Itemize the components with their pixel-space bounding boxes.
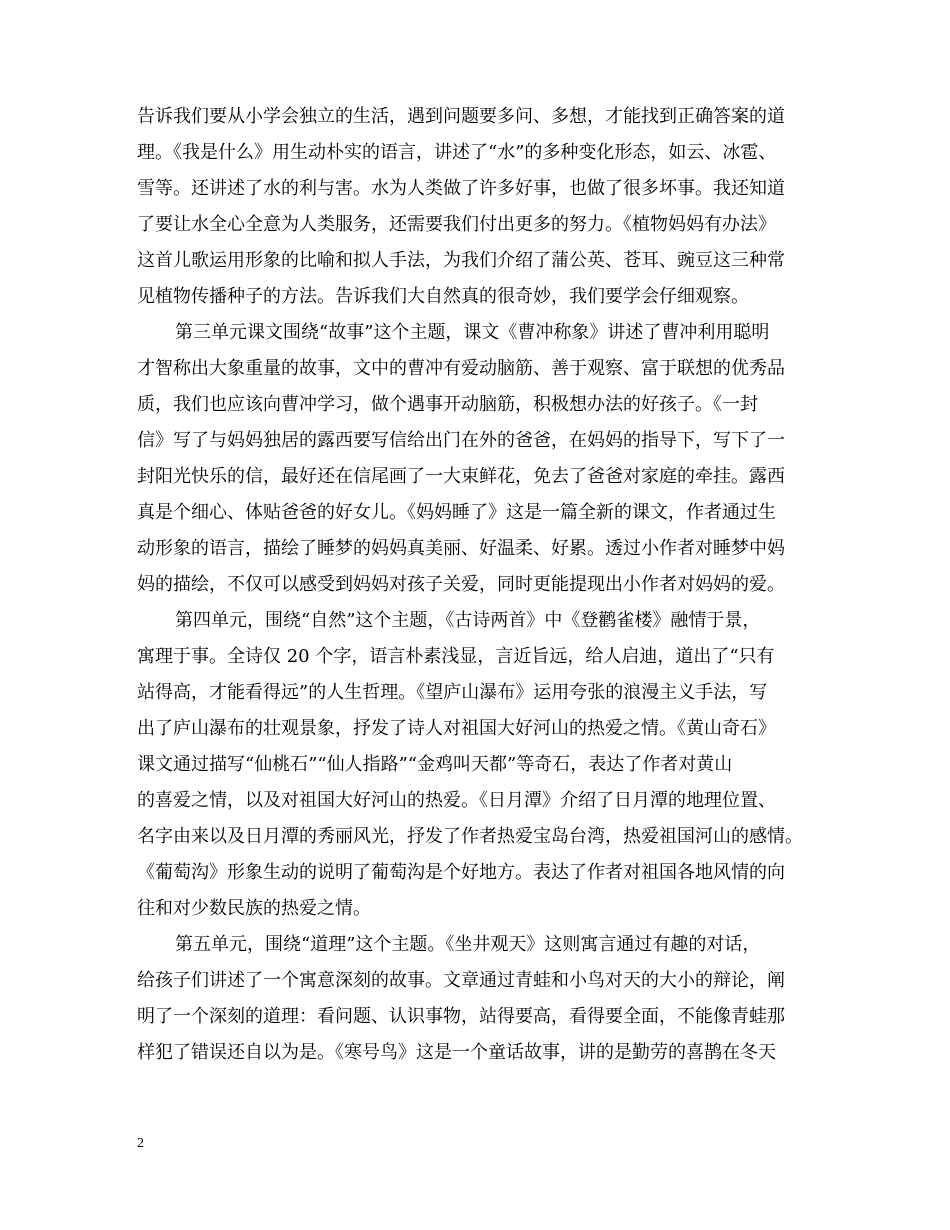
text-line: 第四单元，围绕“自然”这个主题，《古诗两首》中《登鹳雀楼》融情于景，: [175, 610, 761, 631]
text-line: 封阳光快乐的信，最好还在信尾画了一大束鲜花，免去了爸爸对家庭的牵挂。露西: [137, 466, 785, 487]
text-line: 理。《我是什么》用生动朴实的语言，讲述了“水”的多种变化形态，如云、冰雹、: [137, 142, 777, 163]
page-number: 2: [137, 1136, 144, 1151]
text-line: 了要让水全心全意为人类服务，还需要我们付出更多的努力。《植物妈妈有办法》: [137, 214, 776, 235]
text-line: 明了一个深刻的道理：看问题、认识事物，站得要高，看得要全面，不能像青蛙那: [137, 1006, 785, 1027]
text-line: 动形象的语言，描绘了睡梦的妈妈真美丽、好温柔、好累。透过小作者对睡梦中妈: [137, 538, 785, 559]
text-line: 《葡萄沟》形象生动的说明了葡萄沟是个好地方。表达了作者对祖国各地风情的向: [137, 862, 785, 883]
text-line: 第五单元，围绕“道理”这个主题。《坐井观天》这则寓言通过有趣的对话，: [175, 934, 761, 955]
text-line: 第三单元课文围绕“故事”这个主题，课文《曹冲称象》讲述了曹冲利用聪明: [175, 322, 770, 343]
text-line: 寓理于事。全诗仅 20 个字，语言朴素浅显，言近旨远，给人启迪，道出了“只有: [137, 646, 775, 667]
text-line: 课文通过描写“仙桃石”“仙人指路”“金鸡叫天都”等奇石，表达了作者对黄山: [137, 754, 733, 775]
text-line: 出了庐山瀑布的壮观景象，抒发了诗人对祖国大好河山的热爱之情。《黄山奇石》: [137, 718, 776, 739]
text-line: 才智称出大象重量的故事，文中的曹冲有爱动脑筋、善于观察、富于联想的优秀品: [137, 358, 785, 379]
text-line: 的喜爱之情，以及对祖国大好河山的热爱。《日月潭》介绍了日月潭的地理位置、: [137, 790, 776, 811]
text-line: 站得高，才能看得远”的人生哲理。《望庐山瀑布》运用夸张的浪漫主义手法，写: [137, 682, 768, 703]
text-line: 真是个细心、体贴爸爸的好女儿。《妈妈睡了》这是一篇全新的课文，作者通过生: [137, 502, 776, 523]
text-line: 雪等。还讲述了水的利与害。水为人类做了许多好事，也做了很多坏事。我还知道: [137, 178, 785, 199]
text-line: 信》写了与妈妈独居的露西要写信给出门在外的爸爸，在妈妈的指导下，写下了一: [137, 430, 785, 451]
text-line: 给孩子们讲述了一个寓意深刻的故事。文章通过青蛙和小鸟对天的大小的辩论，阐: [137, 970, 785, 991]
text-line: 告诉我们要从小学会独立的生活，遇到问题要多问、多想，才能找到正确答案的道: [137, 106, 785, 127]
text-line: 妈的描绘，不仅可以感受到妈妈对孩子关爱，同时更能提现出小作者对妈妈的爱。: [137, 574, 785, 595]
text-line: 见植物传播种子的方法。告诉我们大自然真的很奇妙，我们要学会仔细观察。: [137, 286, 749, 307]
text-line: 往和对少数民族的热爱之情。: [137, 898, 371, 919]
text-line: 名字由来以及日月潭的秀丽风光，抒发了作者热爱宝岛台湾，热爱祖国河山的感情。: [137, 826, 803, 847]
text-line: 质，我们也应该向曹冲学习，做个遇事开动脑筋，积极想办法的好孩子。《一封: [137, 394, 758, 415]
text-line: 这首儿歌运用形象的比喻和拟人手法，为我们介绍了蒲公英、苍耳、豌豆这三种常: [137, 250, 785, 271]
text-line: 样犯了错误还自以为是。《寒号鸟》这是一个童话故事，讲的是勤劳的喜鹊在冬天: [137, 1042, 776, 1063]
